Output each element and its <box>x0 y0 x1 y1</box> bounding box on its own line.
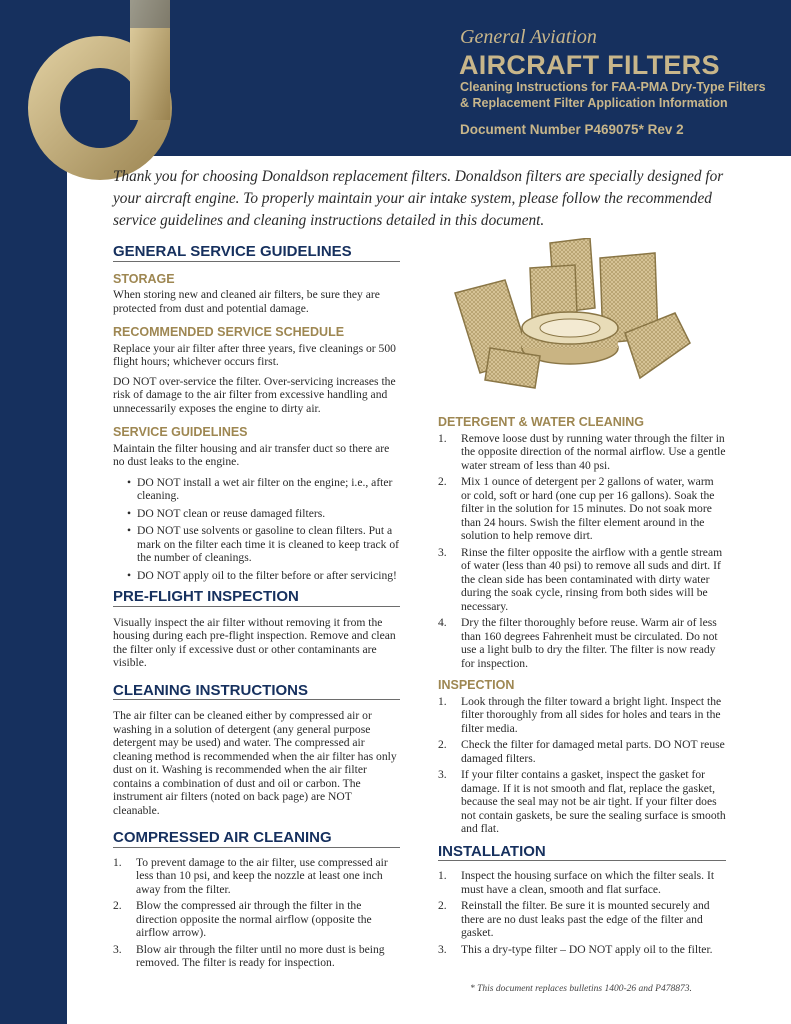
service-bullets <box>113 476 400 583</box>
list-item: 1. To prevent damage to the air filter, use compressed air less than 10 psi, and keep the nozzle at least one inch away from the filter. <box>113 855 388 896</box>
service-text: Maintain the filter housing and air transfer duct so there are no dust leaks to the engine. <box>113 441 390 468</box>
list-item: • DO NOT apply oil to the filter before or after servicing! <box>127 568 397 582</box>
intro-paragraph: Thank you for choosing Donaldson replacement filters. Donaldson filters are specially designed for your aircraft engine. To properly maintain your air intake system, please follow the recommended service guidelines and cleaning instructions detailed in this document. <box>113 168 724 229</box>
general-service-heading: GENERAL SERVICE GUIDELINES <box>113 245 400 262</box>
list-item: 3. Rinse the filter opposite the airflow with a gentle stream of water (less than 40 psi) to remove all suds and dirt. If the clean side has been contaminated with dirty water during the soak cycle, rinsing from both sides will be necessary. <box>438 545 723 613</box>
list-item: 3. Blow air through the filter until no more dust is being removed. The filter is ready for inspection. <box>113 942 385 969</box>
schedule-heading: RECOMMENDED SERVICE SCHEDULE <box>113 325 345 339</box>
header-title: AIRCRAFT FILTERS <box>459 50 720 80</box>
installation-heading: INSTALLATION <box>438 845 726 862</box>
cleaning-text: The air filter can be cleaned either by compressed air or washing in a solution of detergent (any general purpose detergent may be used) and water. The compressed air cleaning method is recommended when the air filter has only dust on it. Washing is recommended when the air filter contains a combination of dust and oil or carbon. The instrument air filters (noted on back page) are NOT cleanable. <box>113 709 397 817</box>
list-item: 1. Look through the filter toward a bright light. Inspect the filter thoroughly from all sides for holes and tears in the filter media. <box>438 694 722 735</box>
list-item: 2. Reinstall the filter. Be sure it is mounted securely and there are no dust leaks past the edge of the filter and gasket. <box>438 899 710 939</box>
service-guidelines-heading: SERVICE GUIDELINES <box>113 425 248 439</box>
storage-heading: STORAGE <box>113 271 175 286</box>
list-item: • DO NOT install a wet air filter on the engine; i.e., after cleaning. <box>127 475 393 502</box>
preflight-text: Visually inspect the air filter without removing it from the housing during each pre-flight inspection. Remove and clean the filter only if excessive dust or other contaminants are visible. <box>113 615 396 669</box>
schedule-text: Replace your air filter after three years, five cleanings or 500 flight hours; whichever occurs first. <box>113 341 396 368</box>
list-item: • DO NOT use solvents or gasoline to clean filters. Put a mark on the filter each time it is cleaned to keep track of the number of cleanings. <box>127 524 400 564</box>
donaldson-logo <box>0 0 210 190</box>
list-item: 1. Inspect the housing surface on which the filter seals. It must have a clean, smooth and flat surface. <box>438 869 715 896</box>
list-item: 2. Blow the compressed air through the filter in the direction opposite the normal airflow (opposite the airflow arrow). <box>113 899 372 939</box>
header-subtitle: General Aviation <box>460 26 597 48</box>
list-item: 3. This a dry-type filter – DO NOT apply oil to the filter. <box>438 942 713 956</box>
detergent-heading: DETERGENT & WATER CLEANING <box>438 415 645 429</box>
schedule-text-2: DO NOT over-service the filter. Over-servicing increases the risk of damage to the air filter from excessive handling and unnecessarily exposes the engine to dirty air. <box>113 374 396 415</box>
list-item: 4. Dry the filter thoroughly before reuse. Warm air of less than 160 degrees Fahrenheit must be circulated. Do not use a light bulb to dry the filter. The filter is now ready for inspection. <box>438 616 718 670</box>
compressed-air-heading: COMPRESSED AIR CLEANING <box>113 831 400 848</box>
cleaning-heading: CLEANING INSTRUCTIONS <box>113 684 400 701</box>
list-item: 2. Mix 1 ounce of detergent per 2 gallons of water, warm or cold, soft or hard (one cup per 16 gallons). Soak the filter in the solution for 15 minutes. Do not soak more than 24 hours. Swish the filter element around in the solution to help remove dirt. <box>438 475 715 542</box>
filter-products-image <box>450 238 700 398</box>
header-line-2: & Replacement Filter Application Information <box>460 96 728 110</box>
document-number: Document Number P469075* Rev 2 <box>460 122 684 137</box>
inspection-steps <box>438 695 726 836</box>
preflight-heading: PRE-FLIGHT INSPECTION <box>113 590 400 607</box>
header-line-1: Cleaning Instructions for FAA-PMA Dry-Type Filters <box>460 80 766 94</box>
list-item: • DO NOT clean or reuse damaged filters. <box>127 506 326 520</box>
footnote: * This document replaces bulletins 1400-26 and P478873. <box>470 984 692 994</box>
right-column <box>438 416 726 956</box>
detergent-steps <box>438 432 726 671</box>
compressed-steps <box>113 856 400 970</box>
list-item: 2. Check the filter for damaged metal parts. DO NOT reuse damaged filters. <box>438 738 725 765</box>
installation-steps <box>438 869 726 956</box>
inspection-heading: INSPECTION <box>438 678 515 692</box>
list-item: 3. If your filter contains a gasket, inspect the gasket for damage. If it is not smooth and flat, replace the gasket, because the seal may not be air tight. If your filter does not contain gaskets, be sure the sealing surface is smooth and flat. <box>438 768 726 835</box>
left-column <box>113 245 400 970</box>
storage-text: When storing new and cleaned air filters, be sure they are protected from dust and potential damage. <box>113 288 380 315</box>
list-item: 1. Remove loose dust by running water through the filter in the opposite direction of the normal airflow. Use a gentle water stream of less than 40 psi. <box>438 431 726 472</box>
